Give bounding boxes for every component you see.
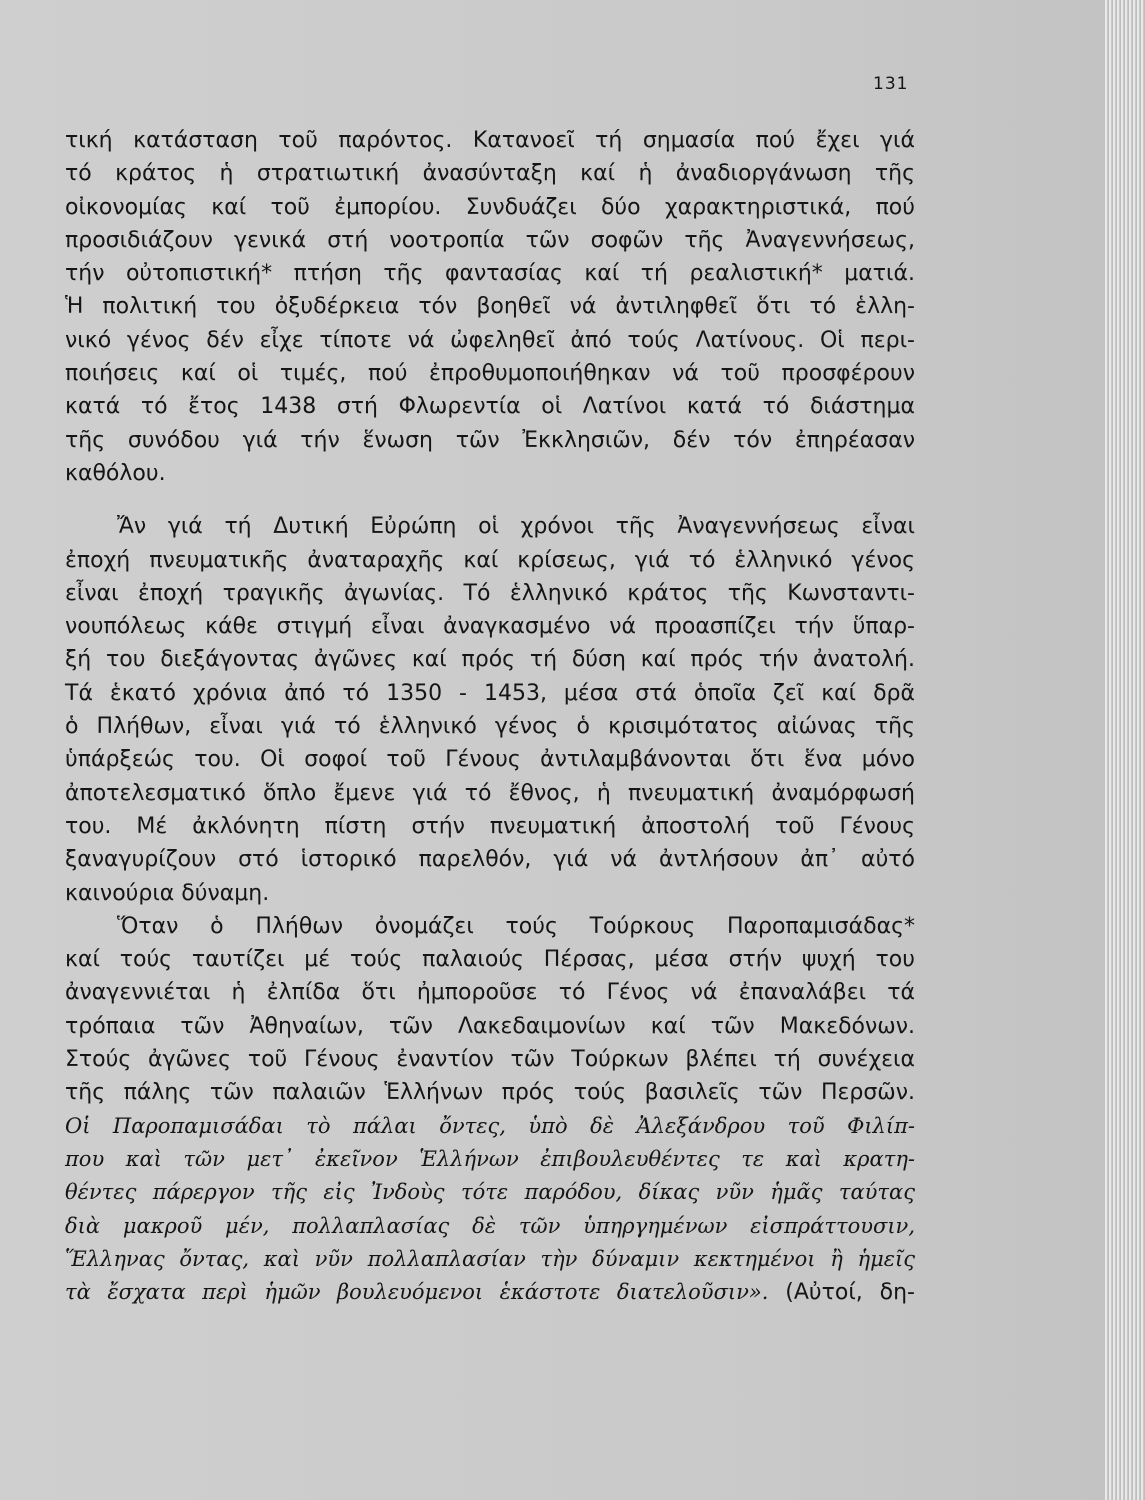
paragraph-1 bbox=[65, 124, 915, 490]
quote-line: Οἱ Παροπαμισάδαι τὸ πάλαι ὄντες, ὑπὸ δὲ Ἀλεξάνδρου τοῦ Φιλίπ- bbox=[65, 1113, 915, 1138]
text-line: κατά τό ἔτος 1438 στή Φλωρεντία οἱ Λατίνοι κατά τό διάστημα bbox=[65, 394, 915, 420]
text-line: προσιδιάζουν γενικά στή νοοτροπία τῶν σοφῶν τῆς Ἀναγεννήσεως, bbox=[65, 227, 915, 253]
text-line: νουπόλεως κάθε στιγμή εἶναι ἀναγκασμένο νά προασπίζει τήν ὕπαρ- bbox=[65, 614, 915, 640]
text-line: καθόλου. bbox=[65, 460, 166, 486]
text-line: τῆς συνόδου γιά τήν ἕνωση τῶν Ἐκκλησιῶν, δέν τόν ἐπηρέασαν bbox=[65, 427, 915, 453]
text-line: ἐποχή πνευματικῆς ἀναταραχῆς καί κρίσεως, γιά τό ἑλληνικό γένος bbox=[65, 547, 915, 573]
quote-line: θέντες πάρεργον τῆς εἰς Ἰνδοὺς τότε παρόδου, δίκας νῦν ἡμᾶς ταύτας bbox=[65, 1180, 915, 1205]
paragraph-3 bbox=[65, 910, 915, 1110]
quote-final-italic: τὰ ἔσχατα περὶ ἡμῶν βουλευόμενοι ἑκάστοτε διατελοῦσιν». bbox=[65, 1280, 769, 1305]
body-text bbox=[65, 124, 915, 1309]
text-line: καί τούς ταυτίζει μέ τούς παλαιούς Πέρσας, μέσα στήν ψυχή του bbox=[65, 947, 915, 973]
text-line: ξή του διεξάγοντας ἀγῶνες καί πρός τή δύση καί πρός τήν ἀνατολή. bbox=[65, 647, 915, 673]
text-line: τική κατάσταση τοῦ παρόντος. Κατανοεῖ τή σημασία πού ἔχει γιά bbox=[65, 128, 915, 153]
text-line: τρόπαια τῶν Ἀθηναίων, τῶν Λακεδαιμονίων καί τῶν Μακεδόνων. bbox=[65, 1013, 915, 1039]
quote-line: που καὶ τῶν μετ᾽ ἐκεῖνον Ἑλλήνων ἐπιβουλευθέντες τε καὶ κρατη- bbox=[65, 1146, 915, 1171]
text-line: τό κράτος ἡ στρατιωτική ἀνασύνταξη καί ἡ ἀναδιοργάνωση τῆς bbox=[65, 161, 915, 187]
text-line: Ἄν γιά τή Δυτική Εὐρώπη οἱ χρόνοι τῆς Ἀναγεννήσεως εἶναι bbox=[117, 514, 915, 540]
text-line: καινούρια δύναμη. bbox=[65, 880, 270, 906]
quote-line-final bbox=[65, 1276, 915, 1309]
text-line: του. Μέ ἀκλόνητη πίστη στήν πνευματική ἀποστολή τοῦ Γένους bbox=[65, 813, 915, 839]
text-line: ποιήσεις καί οἱ τιμές, πού ἐπροθυμοποιήθηκαν νά τοῦ προσφέρουν bbox=[65, 361, 915, 387]
text-line: Ὅταν ὁ Πλήθων ὀνομάζει τούς Τούρκους Παροπαμισάδας* bbox=[117, 913, 915, 939]
text-line: ἀναγεννιέται ἡ ἐλπίδα ὅτι ἠμποροῦσε τό Γένος νά ἐπαναλάβει τά bbox=[65, 980, 915, 1006]
paragraph-2 bbox=[65, 510, 915, 910]
text-line: ξαναγυρίζουν στό ἱστορικό παρελθόν, γιά νά ἀντλήσουν ἀπ᾽ αὐτό bbox=[65, 847, 915, 873]
text-line: Ἡ πολιτική του ὀξυδέρκεια τόν βοηθεῖ νά ἀντιληφθεῖ ὅτι τό ἑλλη- bbox=[65, 294, 915, 320]
text-line: ἀποτελεσματικό ὅπλο ἔμενε γιά τό ἔθνος, ἡ πνευματική ἀναμόρφωσή bbox=[65, 780, 915, 806]
quote-line: Ἕλληνας ὄντας, καὶ νῦν πολλαπλασίαν τὴν δύναμιν κεκτημένοι ἢ ἡμεῖς bbox=[65, 1246, 915, 1271]
text-line: τῆς πάλης τῶν παλαιῶν Ἑλλήνων πρός τούς βασιλεῖς τῶν Περσῶν. bbox=[65, 1080, 915, 1106]
quote-final-tail: (Αὐτοί, δη- bbox=[768, 1280, 915, 1306]
paragraph-gap bbox=[65, 490, 915, 510]
text-line: νικό γένος δέν εἶχε τίποτε νά ὠφεληθεῖ ἀπό τούς Λατίνους. Οἱ περι- bbox=[65, 327, 915, 353]
text-line: εἶναι ἐποχή τραγικῆς ἀγωνίας. Τό ἑλληνικό κράτος τῆς Κωνσταντι- bbox=[65, 580, 915, 606]
quote-line: διὰ μακροῦ μέν, πολλαπλασίας δὲ τῶν ὑπηργημένων εἰσπράττουσιν, bbox=[65, 1213, 915, 1238]
page-edges bbox=[1105, 0, 1145, 1500]
text-line: Τά ἑκατό χρόνια ἀπό τό 1350 - 1453, μέσα στά ὁποῖα ζεῖ καί δρᾶ bbox=[65, 680, 915, 706]
text-line: ὁ Πλήθων, εἶναι γιά τό ἑλληνικό γένος ὁ κρισιμότατος αἰώνας τῆς bbox=[65, 714, 915, 740]
page-number: 131 bbox=[873, 74, 909, 94]
quotation bbox=[65, 1110, 915, 1310]
text-line: ὑπάρξεώς του. Οἱ σοφοί τοῦ Γένους ἀντιλαμβάνονται ὅτι ἕνα μόνο bbox=[65, 747, 915, 773]
text-line: οἰκονομίας καί τοῦ ἐμπορίου. Συνδυάζει δύο χαρακτηριστικά, πού bbox=[65, 194, 915, 220]
text-line: τήν οὐτοπιστική* πτήση τῆς φαντασίας καί τή ρεαλιστική* ματιά. bbox=[65, 261, 915, 287]
text-line: Στούς ἀγῶνες τοῦ Γένους ἐναντίον τῶν Τούρκων βλέπει τή συνέχεια bbox=[65, 1047, 915, 1073]
